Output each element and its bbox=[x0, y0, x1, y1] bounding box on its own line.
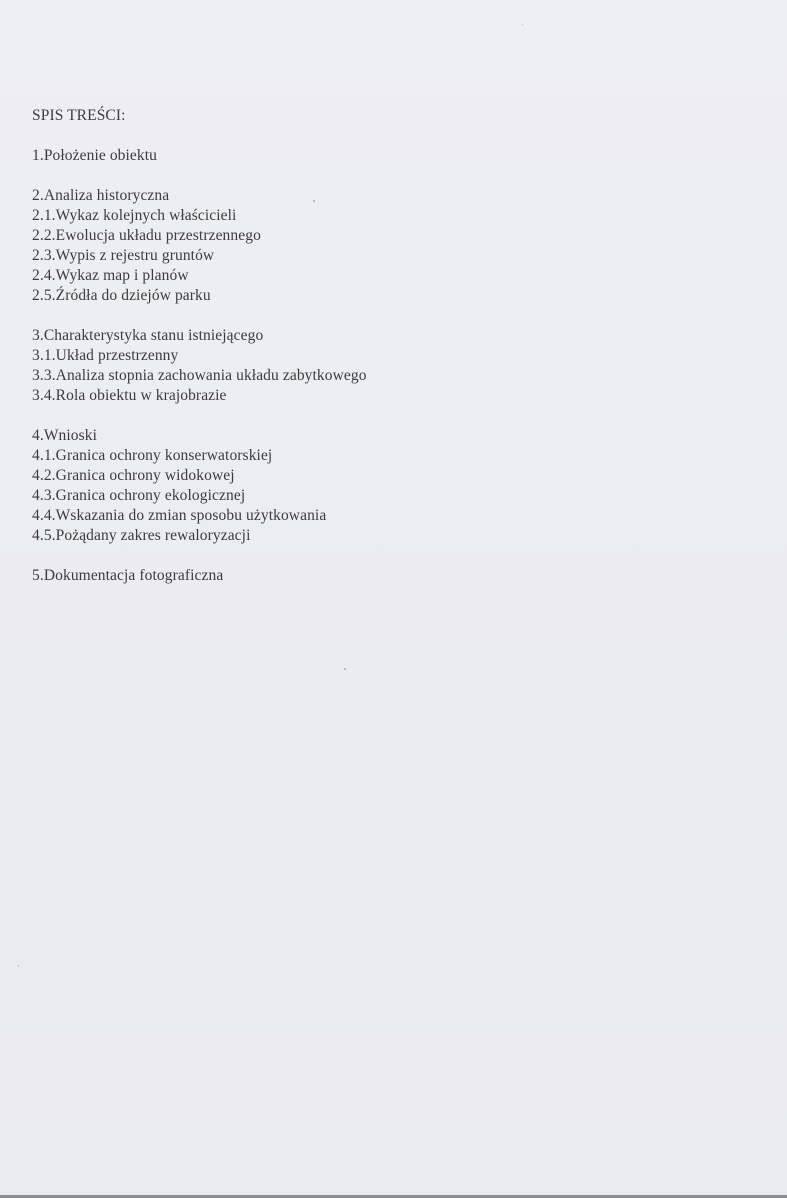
toc-section-5 bbox=[32, 566, 732, 586]
toc-entry: 2.Analiza historyczna bbox=[32, 187, 170, 204]
scan-speck bbox=[313, 200, 315, 202]
toc-section-4 bbox=[32, 426, 732, 546]
toc-section-3 bbox=[32, 326, 732, 406]
toc-section-2 bbox=[32, 186, 732, 306]
toc-entry: 3.1.Układ przestrzenny bbox=[32, 347, 179, 364]
toc-entry: 5.Dokumentacja fotograficzna bbox=[32, 567, 224, 584]
scan-speck bbox=[344, 668, 346, 670]
toc-section-1 bbox=[32, 146, 732, 166]
toc-entry: 4.2.Granica ochrony widokowej bbox=[32, 467, 235, 484]
table-of-contents bbox=[32, 106, 732, 606]
toc-entry: 1.Położenie obiektu bbox=[32, 147, 158, 164]
toc-entry: 2.1.Wykaz kolejnych właścicieli bbox=[32, 207, 237, 224]
toc-entry: 2.5.Źródła do dziejów parku bbox=[32, 287, 211, 304]
toc-entry: 4.Wnioski bbox=[32, 427, 98, 444]
toc-entry: 4.3.Granica ochrony ekologicznej bbox=[32, 487, 246, 504]
toc-entry: 4.5.Pożądany zakres rewaloryzacji bbox=[32, 527, 251, 544]
toc-entry: 2.2.Ewolucja układu przestrzennego bbox=[32, 227, 261, 244]
scan-speck bbox=[522, 24, 523, 25]
toc-entry: 4.4.Wskazania do zmian sposobu użytkowania bbox=[32, 507, 327, 524]
toc-entry: 3.Charakterystyka stanu istniejącego bbox=[32, 327, 264, 344]
toc-title: SPIS TREŚCI: bbox=[32, 107, 126, 124]
toc-entry: 2.4.Wykaz map i planów bbox=[32, 267, 189, 284]
scan-speck bbox=[18, 965, 19, 967]
toc-entry: 3.4.Rola obiektu w krajobrazie bbox=[32, 387, 227, 404]
toc-entry: 4.1.Granica ochrony konserwatorskiej bbox=[32, 447, 273, 464]
toc-entry: 3.3.Analiza stopnia zachowania układu zabytkowego bbox=[32, 367, 367, 384]
toc-entry: 2.3.Wypis z rejestru gruntów bbox=[32, 247, 215, 264]
